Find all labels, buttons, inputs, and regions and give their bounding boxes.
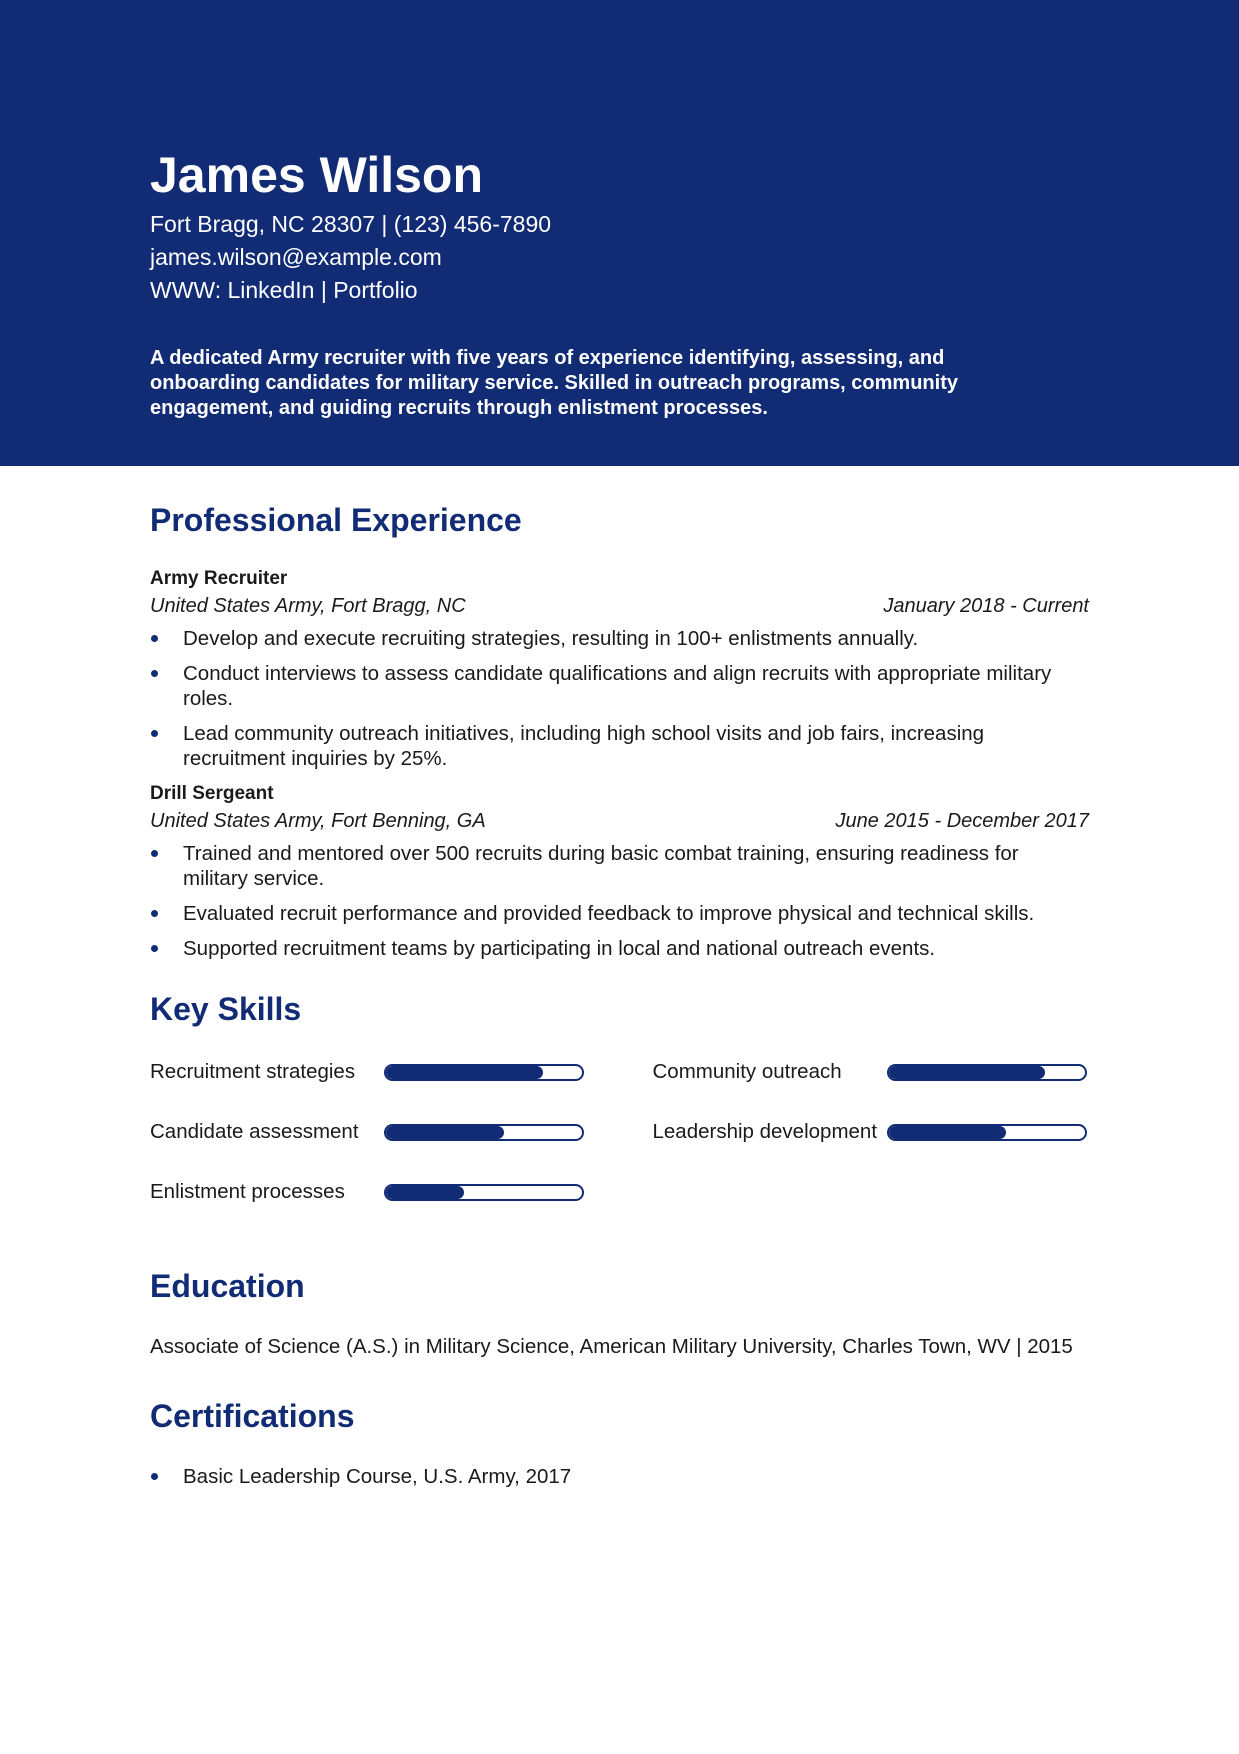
- list-item: [150, 901, 1089, 926]
- job-bullets: [150, 626, 1089, 771]
- skill-level-bar: [384, 1124, 584, 1141]
- skill-level-bar: [384, 1064, 584, 1081]
- job-organization: United States Army, Fort Benning, GA: [150, 810, 486, 832]
- skill-level-fill: [386, 1126, 504, 1139]
- list-item: [150, 661, 1089, 711]
- list-item: [150, 1464, 1089, 1489]
- web-links: WWW: LinkedIn | Portfolio: [150, 277, 418, 303]
- education-entry: Associate of Science (A.S.) in Military Science, American Military University, Charles Town, WV | 2015: [150, 1335, 1073, 1358]
- skill-level-fill: [386, 1066, 543, 1079]
- job-entry: [150, 781, 1089, 961]
- skill-level-bar: [384, 1184, 584, 1201]
- list-item: [150, 936, 1089, 961]
- bullet-icon: [151, 635, 158, 642]
- experience-title: Professional Experience: [150, 502, 522, 538]
- skill-level-fill: [386, 1186, 464, 1199]
- resume-body: [0, 500, 1239, 1489]
- resume-header: [0, 0, 1239, 466]
- skill-item: [150, 1179, 587, 1229]
- email: james.wilson@example.com: [150, 244, 442, 270]
- bullet-text: Conduct interviews to assess candidate qualifications and align recruits with appropriate military roles.: [183, 662, 1052, 710]
- skill-name: Leadership development: [652, 1120, 878, 1143]
- bullet-icon: [151, 730, 158, 737]
- job-meta: [150, 807, 1089, 835]
- skills-title: Key Skills: [150, 991, 302, 1027]
- job-meta: [150, 592, 1089, 620]
- skill-level-bar: [887, 1124, 1087, 1141]
- skill-item: [150, 1119, 587, 1169]
- education-title: Education: [150, 1268, 305, 1304]
- certifications-list: [150, 1464, 1089, 1489]
- job-organization: United States Army, Fort Bragg, NC: [150, 595, 466, 617]
- bullet-icon: [151, 945, 158, 952]
- address-phone: Fort Bragg, NC 28307 | (123) 456-7890: [150, 211, 552, 237]
- skill-name: Community outreach: [652, 1060, 842, 1083]
- bullet-text: Trained and mentored over 500 recruits during basic combat training, ensuring readiness for military service.: [183, 842, 1019, 890]
- job-dates: January 2018 - Current: [883, 595, 1089, 617]
- skill-name: Enlistment processes: [150, 1180, 345, 1203]
- bullet-icon: [151, 670, 158, 677]
- job-bullets: [150, 841, 1089, 961]
- job-entry: [150, 566, 1089, 771]
- job-title: Army Recruiter: [150, 568, 288, 589]
- bullet-text: Evaluated recruit performance and provided feedback to improve physical and technical skills.: [183, 902, 1035, 925]
- list-item: [150, 721, 1089, 771]
- list-item: [150, 841, 1089, 891]
- job-dates: June 2015 - December 2017: [835, 810, 1089, 832]
- list-item: [150, 626, 1089, 651]
- professional-summary: A dedicated Army recruiter with five years of experience identifying, assessing, and onboarding candidates for military service. Skilled in outreach programs, community engagement, and guiding recruits through enlistment processes.: [150, 347, 958, 419]
- skill-level-fill: [889, 1066, 1046, 1079]
- bullet-text: Supported recruitment teams by participating in local and national outreach events.: [183, 937, 936, 960]
- bullet-icon: [151, 910, 158, 917]
- bullet-text: Develop and execute recruiting strategies, resulting in 100+ enlistments annually.: [183, 627, 919, 650]
- skill-item: [653, 1119, 1090, 1169]
- job-title: Drill Sergeant: [150, 783, 274, 804]
- certification-text: Basic Leadership Course, U.S. Army, 2017: [183, 1465, 572, 1488]
- skill-name: Candidate assessment: [150, 1120, 359, 1143]
- bullet-text: Lead community outreach initiatives, including high school visits and job fairs, increasing recruitment inquiries by 25%.: [183, 722, 985, 770]
- bullet-icon: [151, 850, 158, 857]
- skill-level-bar: [887, 1064, 1087, 1081]
- skills-grid: [150, 1059, 1089, 1229]
- skill-name: Recruitment strategies: [150, 1060, 356, 1083]
- skill-level-fill: [889, 1126, 1007, 1139]
- bullet-icon: [151, 1473, 158, 1480]
- skill-item: [653, 1059, 1090, 1109]
- candidate-name: James Wilson: [150, 147, 484, 203]
- skill-item: [150, 1059, 587, 1109]
- certifications-title: Certifications: [150, 1398, 355, 1434]
